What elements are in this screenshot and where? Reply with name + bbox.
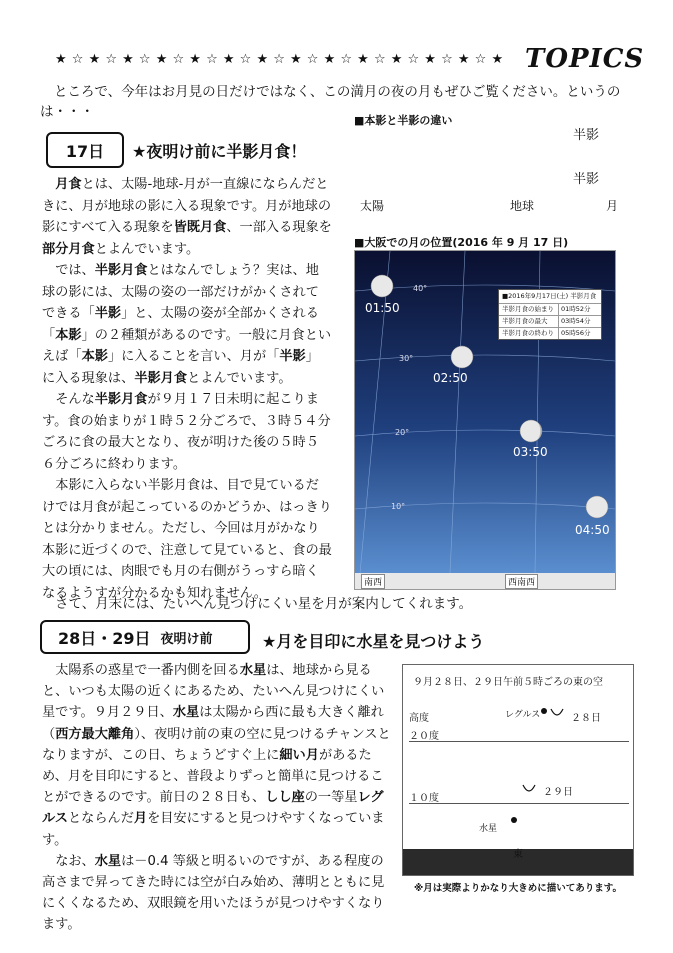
penumbra-label-bottom: 半影 [573,172,600,187]
regulus-star [541,708,547,714]
text-run: は、地球から見ると、いつも太陽の近くにあるため、たいへん見つけにくい星です。９月２９日、 [42,663,385,721]
alt-label-10: 10° [391,502,406,511]
deg10-label: １０度 [409,793,439,804]
bold-term: 月 [133,811,148,827]
bold-term: 水星 [239,663,267,678]
section2-date-suffix: 夜明け前 [160,631,213,647]
section1-body [42,174,332,604]
section2-date-box [40,620,250,654]
bold-term: 部分月食 [42,241,95,257]
info-row [499,304,601,316]
time-0450: 04:50 [575,523,610,537]
info-row [499,328,601,339]
section1-date-box [46,132,124,168]
info-value: 05時56分 [561,329,591,337]
intro-text [40,82,640,122]
text-run: 本影に入らない半影月食は、目で見ているだけでは月食が起こっているのかどうか、はっきりとは分かりません。ただし、今回は月がかなり本影に近づくので、注意して見ていると、食の最大の頃には、肉眼でも月の右側がうっすら暗くなるようすが分かるかも知れません。 [42,478,332,601]
info-key: 半影月食の終わり [499,328,559,339]
bold-term: 細い月 [279,747,319,763]
bold-term: 皆既月食 [173,220,227,235]
bold-term: レグルス [42,790,384,827]
text-run: 、一部入る現象を [226,220,332,235]
intro-line-1: ところで、今年はお月見の日だけではなく、この満月の夜の月もぜひご覧ください。というの [54,84,621,100]
text-run: は太陽から西に最も大きく離れ（ [42,705,384,742]
text-run: とはなんでしょう？実は、地球の影には、太陽の姿の一部だけがかくされてできる「 [42,263,319,321]
info-value: 03時54分 [561,317,591,325]
bold-term: 西方最大離角 [55,726,135,742]
bold-term: 半影月食 [134,370,188,386]
figure1-label: ■本影と半影の違い [354,114,453,127]
text-run: は－0.4 等級と明るいのですが、ある程度の高さまで昇ってきた時には空が白み始め、薄明とともに見にくくなるため、双眼鏡を用いたほうが見つけやすくなります。 [42,853,385,933]
deg20-label: ２０度 [409,731,439,742]
bold-term: 本影 [55,327,82,343]
time-0250: 02:50 [433,371,468,385]
text-run: とよんでいます。 [94,241,200,257]
section2-paragraph [42,660,394,851]
text-run: なお、 [55,853,95,869]
intro-line-2: は・・・ [40,104,94,120]
text-run: ）、夜明け前の東の空に見つけるチャンスとなりますが、この日、ちょうどすぐ上に [42,726,391,763]
bold-term: 半影月食 [94,392,148,407]
bold-term: 月食 [55,177,82,192]
text-run: 」と、太陽の姿が全部かくされる「 [42,306,319,343]
moon-28-icon [549,707,565,719]
section1-paragraph [42,174,332,260]
text-run: とは、太陽-地球-月が一直線にならんだときに、月が地球の影に入る現象です。月が地球の影にすべて入る現象を [42,177,332,235]
deg20-line [409,741,629,742]
dir-sw: 南西 [361,574,385,589]
text-run: 」に入る現象は、 [42,349,319,386]
section2-paragraph [42,851,394,936]
section1-title: ★夜明け前に半影月食！ [132,142,307,161]
info-key: 半影月食の最大 [499,316,559,327]
moon-0350 [520,420,542,442]
text-run: とならんだ [67,811,134,827]
bold-term: 半影月食 [94,263,148,278]
middle-text: さて、月末には、たいへん見つけにくい星を月が案内してくれます。 [55,596,473,612]
moon-0250 [451,346,473,368]
sun-label: 太陽 [360,199,385,213]
day29-label: ２９日 [543,787,573,798]
figure3-title: ９月２８日、２９日午前５時ごろの東の空 [413,677,603,688]
moon-position-chart [354,250,616,590]
alt-heading: 高度 [409,713,429,724]
mercury-label: 水星 [479,824,498,834]
section1-date: 17日 [65,141,105,161]
east-sky-chart [402,664,634,876]
info-title: ■2016年9月17日(土) 半影月食 [499,290,601,304]
info-value: 01時52分 [561,305,591,313]
section2-date: 28日・29日 [58,628,151,648]
header-stars: ★ ☆ ★ ☆ ★ ☆ ★ ☆ ★ ☆ ★ ☆ ★ ☆ ★ ☆ ★ ☆ ★ ☆ ★ ☆ ★ ☆ ★ ☆ ★ [55,52,504,67]
text-run: の一等星 [304,790,358,806]
alt-label-30: 30° [399,354,414,363]
time-0150: 01:50 [365,301,400,315]
text-run: が９月１７日未明に起こります。食の始まりが１時５２分ごろで、３時５４分ごろに食の最大となり、夜が明けた後の５時５６分ごろに終わります。 [42,392,331,472]
section2-title: ★月を目印に水星を見つけよう [262,632,485,651]
text-run: があるため、月を目印にすると、普段よりずっと簡単に見つけることができるのです。前日の２８日も、 [42,747,384,806]
bold-term: 本影 [81,349,108,364]
section2-body [42,660,394,936]
eclipse-info-table [498,289,602,340]
text-run: そんな [55,392,95,407]
topics-title: TOPICS [525,44,645,74]
penumbra-label-top: 半影 [573,128,600,143]
deg10-line [409,803,629,804]
text-run: を目安にすると見つけやすくなっています。 [42,811,385,848]
moon-29-icon [521,783,537,795]
info-row [499,316,601,328]
alt-label-40: 40° [413,284,428,293]
section1-paragraph [42,475,332,604]
umbra-label: 本影 [573,151,600,166]
section1-paragraph [42,260,332,389]
figure3-note: ※月は実際よりかなり大きめに描いてあります。 [414,883,622,894]
mercury-star [511,817,517,823]
moon-label: 月 [606,199,619,213]
earth-label: 地球 [510,199,535,213]
moon-0450 [586,496,608,518]
text-run: 」に入ることを言い、月が「 [107,349,280,364]
text-run: とよんでいます。 [187,370,292,386]
bold-term: しし座 [265,790,305,806]
east-label: 東 [513,849,523,860]
alt-label-20: 20° [395,428,410,437]
text-run: 太陽系の惑星で一番内側を回る [55,663,240,678]
time-0350: 03:50 [513,445,548,459]
bold-term: 半影 [94,306,122,321]
day28-label: ２８日 [571,713,601,724]
moon-0150 [371,275,393,297]
bold-term: 水星 [94,853,122,869]
section1-paragraph [42,389,332,475]
dir-wsw: 西南西 [505,574,538,589]
text-run: では、 [55,263,95,278]
text-run: 」の２種類があるのです。一般に月食といえば「 [42,327,332,364]
regulus-label: レグルス [505,710,541,720]
info-key: 半影月食の始まり [499,304,559,315]
bold-term: 半影 [279,349,306,364]
bold-term: 水星 [172,705,200,721]
figure2-label: ■大阪での月の位置(2016 年 9 月 17 日) [354,236,569,249]
